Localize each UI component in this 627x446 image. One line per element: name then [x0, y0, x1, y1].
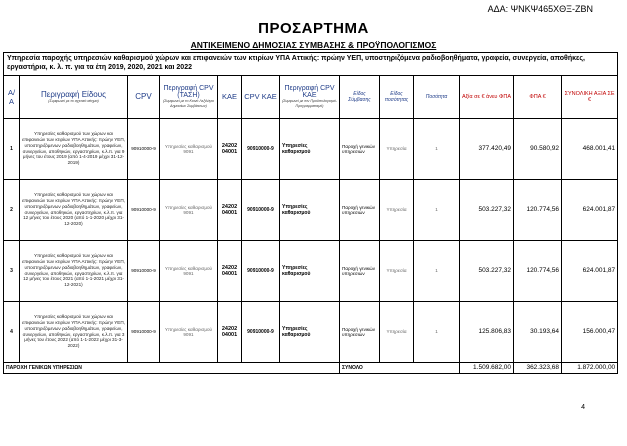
row-cpv-desc: Υπηρεσίες καθαρισμού 9091 [160, 240, 218, 301]
table-row [4, 301, 618, 362]
row-synoliki: 624.001,87 [562, 179, 618, 240]
row-fpa: 90.580,92 [514, 118, 562, 179]
row-axia: 377.420,49 [460, 118, 514, 179]
col-kae: ΚΑΕ [218, 75, 242, 118]
totals-label: ΠΑΡΟΧΗ ΓΕΝΙΚΩΝ ΥΠΗΡΕΣΙΩΝ [4, 362, 340, 373]
col-eidos: Περιγραφή Είδους (Συμφωνεί με το σχετικό αίτημα) [20, 75, 128, 118]
row-synoliki: 468.001,41 [562, 118, 618, 179]
col-eidos-symvasis: Είδος Σύμβασης [340, 75, 380, 118]
col-cpv-tash: Περιγραφή CPV (ΤΑΣΗ) (Συμφωνεί με το Κοινό Λεξιλόγιο Δημοσίων Συμβάσεων) [160, 75, 218, 118]
row-kae: 24202 04001 [218, 118, 242, 179]
row-cpv-kae-desc: Υπηρεσίες καθαρισμού [280, 118, 340, 179]
col-fpa: ΦΠΑ € [514, 75, 562, 118]
row-cpv-desc: Υπηρεσίες καθαρισμού 9091 [160, 301, 218, 362]
budget-table-wrapper [3, 52, 617, 374]
service-description-row [4, 53, 618, 76]
row-kae: 24202 04001 [218, 179, 242, 240]
row-cpv-desc: Υπηρεσίες καθαρισμού 9091 [160, 118, 218, 179]
row-fpa: 30.193,64 [514, 301, 562, 362]
row-description: Υπηρεσίες καθαρισμού των χώρων και επιφανειών των κτιρίων ΥΠΑ Αττικής: πρώην ΥΕΠ, υποστηριζόμενων ραδιοβοηθημάτων, γραφείων, συνεργείων, αποθηκών, εργαστηρίων, κ.λ.π. για 12 μήνες του έτους 2020 (από 1-1-2020 μέχρι 31-12-2020) [20, 179, 128, 240]
row-axia: 125.806,83 [460, 301, 514, 362]
row-cpv-kae: 90910000-9 [242, 179, 280, 240]
table-header-row [4, 75, 618, 118]
synolo-label: ΣΥΝΟΛΟ [340, 362, 460, 373]
service-description: Υπηρεσία παροχής υπηρεσιών καθαρισμού χώρων και επιφανειών των κτιρίων ΥΠΑ Αττικής: πρώην ΥΕΠ, υποστηριζόμενα ραδιοβοηθήματα, γραφεία, συνεργεία, αποθήκες, εργαστήρια, κ. λ. π. για τα έτη 2019, 2020, 2021 και 2022 [4, 53, 618, 76]
row-aa: 4 [4, 301, 20, 362]
row-synoliki: 624.001,87 [562, 240, 618, 301]
document-title: ΠΡΟΣΑΡΤΗΜΑ [258, 20, 369, 37]
row-cpv-kae-desc: Υπηρεσίες καθαρισμού [280, 240, 340, 301]
col-axia: Αξία σε € άνευ ΦΠΑ [460, 75, 514, 118]
row-posotita: 1 [414, 240, 460, 301]
col-aa: Α/Α [4, 75, 20, 118]
table-row [4, 118, 618, 179]
row-eidos-posotitas: Υπηρεσία [380, 301, 414, 362]
row-eidos-symvasis: Παροχή γενικών υπηρεσιών [340, 118, 380, 179]
ada-code: ΑΔΑ: ΨΝΚΨ465ΧΘΞ-ΖΒΝ [487, 4, 593, 14]
row-cpv-kae: 90910000-9 [242, 240, 280, 301]
total-axia: 1.509.682,00 [460, 362, 514, 373]
row-eidos-posotitas: Υπηρεσία [380, 240, 414, 301]
col-cpv-kae-desc: Περιγραφή CPV ΚΑΕ (Συμφωνεί με τον Προϋπολογισμό-Προγραμματισμό) [280, 75, 340, 118]
row-aa: 2 [4, 179, 20, 240]
row-cpv-kae: 90910000-9 [242, 301, 280, 362]
col-cpv-kae: CPV ΚΑΕ [242, 75, 280, 118]
row-fpa: 120.774,56 [514, 179, 562, 240]
row-description: Υπηρεσίες καθαρισμού των χώρων και επιφανειών των κτιρίων ΥΠΑ Αττικής: πρώην ΥΕΠ, υποστηριζόμενων ραδιοβοηθημάτων, γραφείων, συνεργείων, αποθηκών, εργαστηρίων, κ.λ.π. για 9 μήνες του έτους 2019 (από 1-4-2019 μέχρι 31-12-2019) [20, 118, 128, 179]
row-cpv-kae-desc: Υπηρεσίες καθαρισμού [280, 179, 340, 240]
row-posotita: 1 [414, 118, 460, 179]
row-eidos-posotitas: Υπηρεσία [380, 179, 414, 240]
row-axia: 503.227,32 [460, 179, 514, 240]
totals-row [4, 362, 618, 373]
row-eidos-symvasis: Παροχή γενικών υπηρεσιών [340, 240, 380, 301]
total-synoliki: 1.872.000,00 [562, 362, 618, 373]
col-cpv: CPV [128, 75, 160, 118]
document-subtitle: ΑΝΤΙΚΕΙΜΕΝΟ ΔΗΜΟΣΙΑΣ ΣΥΜΒΑΣΗΣ & ΠΡΟΫΠΟΛΟΓΙΣΜΟΣ [190, 40, 437, 50]
row-kae: 24202 04001 [218, 301, 242, 362]
page-number: 4 [581, 404, 585, 411]
row-cpv: 90910000-9 [128, 240, 160, 301]
table-row [4, 179, 618, 240]
row-posotita: 1 [414, 179, 460, 240]
row-cpv: 90910000-9 [128, 118, 160, 179]
row-aa: 3 [4, 240, 20, 301]
row-description: Υπηρεσίες καθαρισμού των χώρων και επιφανειών των κτιρίων ΥΠΑ Αττικής: πρώην ΥΕΠ, υποστηριζόμενων ραδιοβοηθημάτων, γραφείων, συνεργείων, αποθηκών, εργαστηρίων, κ.λ.π. για 12 μήνες του έτους 2021 (από 1-1-2021 μέχρι 31-12-2021) [20, 240, 128, 301]
col-posotita: Ποσότητα [414, 75, 460, 118]
col-synoliki: ΣΥΝΟΛΙΚΗ ΑΞΙΑ ΣΕ € [562, 75, 618, 118]
row-description: Υπηρεσίες καθαρισμού των χώρων και επιφανειών των κτιρίων ΥΠΑ Αττικής: πρώην ΥΕΠ, υποστηριζόμενων ραδιοβοηθημάτων, γραφείων, συνεργείων, αποθηκών, εργαστηρίων, κ.λ.π. για 3 μήνες του έτους 2022 (από 1-1-2022 μέχρι 31-3-2022) [20, 301, 128, 362]
row-cpv-desc: Υπηρεσίες καθαρισμού 9091 [160, 179, 218, 240]
row-kae: 24202 04001 [218, 240, 242, 301]
row-aa: 1 [4, 118, 20, 179]
row-eidos-posotitas: Υπηρεσία [380, 118, 414, 179]
total-fpa: 362.323,68 [514, 362, 562, 373]
row-posotita: 1 [414, 301, 460, 362]
row-eidos-symvasis: Παροχή γενικών υπηρεσιών [340, 301, 380, 362]
table-row [4, 240, 618, 301]
row-cpv: 90910000-9 [128, 179, 160, 240]
row-synoliki: 156.000,47 [562, 301, 618, 362]
row-fpa: 120.774,56 [514, 240, 562, 301]
budget-table [3, 52, 618, 374]
row-eidos-symvasis: Παροχή γενικών υπηρεσιών [340, 179, 380, 240]
col-eidos-posotitas: Είδος ποσότητας [380, 75, 414, 118]
row-cpv: 90910000-9 [128, 301, 160, 362]
row-axia: 503.227,32 [460, 240, 514, 301]
row-cpv-kae-desc: Υπηρεσίες καθαρισμού [280, 301, 340, 362]
row-cpv-kae: 90910000-9 [242, 118, 280, 179]
